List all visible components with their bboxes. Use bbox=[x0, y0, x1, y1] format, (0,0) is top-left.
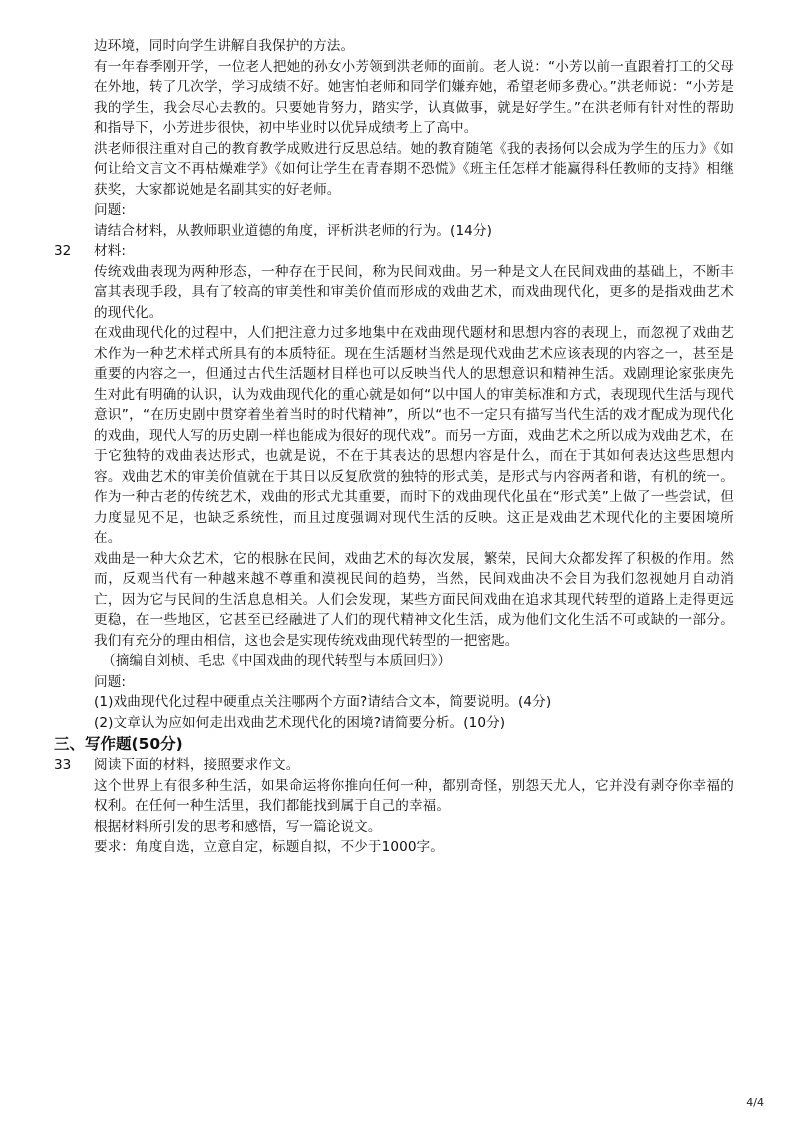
q32-paragraph-1: 传统戏曲表现为两种形态，一种存在于民间，称为民间戏曲。另一种是文人在民间戏曲的基础上，不断丰富其表现手段，具有了较高的审美性和审美价值而形成的戏曲艺术，而戏曲现代化，更多的是指戏曲艺术的现代化。 bbox=[94, 263, 734, 321]
q31-line-1: 边环境，同时向学生讲解自我保护的方法。 bbox=[94, 38, 355, 54]
q33-requirements: 要求：角度自选，立意自定，标题自拟，不少于1000字。 bbox=[94, 839, 444, 855]
q33-instruction: 阅读下面的材料，接照要求作文。 bbox=[94, 757, 300, 773]
q33-material: 这个世界上有很多种生活，如果命运将你推向任何一种，都别奇怪，别怨天尤人，它并没有剥夺你幸福的权利。在任何一种生活里，我们都能找到属于自己的幸福。 bbox=[94, 777, 734, 814]
q31-question: 请结合材料，从教师职业道德的角度，评析洪老师的行为。(14分) bbox=[94, 222, 493, 239]
q33-number: 33 bbox=[54, 757, 72, 773]
page-number: 4/4 bbox=[746, 1096, 764, 1109]
q33-task: 根据材料所引发的思考和感悟，写一篇论说文。 bbox=[94, 818, 382, 835]
q32-source: （摘编自刘桢、毛忠《中国戏曲的现代转型与本质回归》） bbox=[102, 653, 452, 669]
q31-paragraph-reflection: 洪老师很注重对自己的教育教学成败进行反思总结。她的教育随笔《我的表扬何以会成为学生的压力》《如何让给文言文不再枯燥难学》《如何让学生在青春期不恐慌》《班主任怎样才能赢得科任教师的支持》相继获奖，大家都说她是名副其实的好老师。 bbox=[94, 140, 734, 198]
q32-sub-question-2: (2)文章认为应如何走出戏曲艺术现代化的困境?请简要分析。(10分) bbox=[94, 714, 506, 731]
question-31-continued bbox=[94, 36, 734, 241]
q32-paragraph-2: 在戏曲现代化的过程中，人们把注意力过多地集中在戏曲现代题材和思想内容的表现上，而忽视了戏曲艺术作为一种艺术样式所具有的本质特征。现在生活题材当然是现代戏曲艺术应该表现的内容之一，甚至是重要的内容之一，但通过古代生活题材目样也可以反映当代人的思想意识和精神生活。戏剧理论家张庚先生对此有明确的认识，认为戏曲现代化的重心就是如何“以中国人的审美标准和方式，表现现代生活与现代意识”，“在历史剧中贯穿着坐着当时的时代精神”，所以“也不一定只有描写当代生活的戏才配成为现代化的戏曲，现代人写的历史剧一样也能成为很好的现代戏”。而另一方面，戏曲艺术之所以成为戏曲艺术，在于它独特的戏曲表达形式，也就是说，不在于其表达的思想内容是什么，而在于其如何表达这些思想内容。戏曲艺术的审美价值就在于其日以反复欣赏的独特的形式美，是形式与内容两者和谐，有机的统一。作为一种古老的传统艺术，戏曲的形式尤其重要，而时下的戏曲现代化虽在“形式美”上做了一些尝试，但力度显见不足，也缺乏系统性，而且过度强调对现代生活的反映。这正是戏曲艺术现代化的主要困境所在。 bbox=[94, 325, 734, 546]
q32-material-label: 材料: bbox=[94, 243, 127, 259]
section-3-title: 三、写作题(50分) bbox=[54, 735, 183, 753]
question-32 bbox=[54, 241, 734, 733]
q31-question-label: 问题: bbox=[94, 202, 127, 218]
question-33 bbox=[54, 755, 734, 858]
page-content bbox=[54, 36, 734, 858]
q31-paragraph-anecdote: 有一年春季刚开学，一位老人把她的孙女小芳领到洪老师的面前。老人说：“小芳以前一直跟着打工的父母在外地，转了几次学，学习成绩不好。她害怕老师和同学们嫌弃她，希望老师多费心。”洪老师说：“小芳是我的学生，我会尽心去教的。只要她肯努力，踏实学，认真做事，就是好学生。”在洪老师有针对性的帮助和指导下，小芳进步很快，初中毕业时以优异成绩考上了高中。 bbox=[94, 58, 734, 136]
q32-number: 32 bbox=[54, 243, 72, 259]
q32-sub-question-1: (1)戏曲现代化过程中硬重点关注哪两个方面?请结合文本，简要说明。(4分) bbox=[94, 694, 552, 710]
q32-question-label: 问题: bbox=[94, 673, 127, 690]
q32-paragraph-3: 戏曲是一种大众艺术，它的根脉在民间，戏曲艺术的每次发展，繁荣，民间大众都发挥了积极的作用。然而，反观当代有一种越来越不尊重和漠视民间的趋势，当然，民间戏曲决不会目为我们忽视她月自动消亡，因为它与民间的生活息息相关。人们会发现，某些方面民间戏曲在追求其现代转型的道路上走得更远更稳，在一些地区，它甚至已经融进了人们的现代精神文化生活，成为他们文化生活不可或缺的一部分。我们有充分的理由相信，这也会是实现传统戏曲现代转型的一把密匙。 bbox=[94, 550, 734, 649]
